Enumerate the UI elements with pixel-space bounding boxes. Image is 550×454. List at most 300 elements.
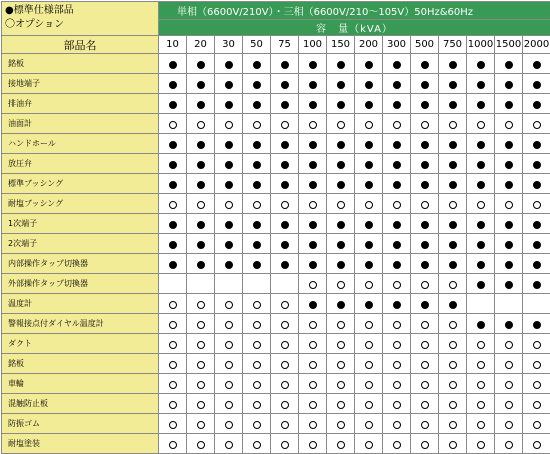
spec-cell [159,394,187,414]
spec-cell [299,134,327,154]
option-mark-icon [505,201,513,209]
spec-cell [271,394,299,414]
option-mark-icon [533,401,541,409]
option-mark-icon [281,441,289,449]
standard-mark-icon [533,101,541,109]
standard-mark-icon [505,161,513,169]
standard-mark-icon [169,261,177,269]
option-mark-icon [197,421,205,429]
part-name: ハンドホール [2,134,159,154]
option-mark-icon [505,401,513,409]
spec-cell [523,294,550,314]
standard-mark-icon [169,181,177,189]
spec-cell [299,374,327,394]
capacity-200: 200 [355,36,383,54]
spec-cell [439,434,467,454]
option-mark-icon [449,381,457,389]
option-mark-icon [337,441,345,449]
table-row [2,434,550,454]
standard-mark-icon [253,181,261,189]
standard-mark-icon [449,301,457,309]
option-mark-icon [533,361,541,369]
standard-mark-icon [533,61,541,69]
standard-mark-icon [477,321,485,329]
option-mark-icon [225,341,233,349]
option-mark-icon [393,201,401,209]
part-name: 温度計 [2,294,159,314]
spec-cell [355,294,383,314]
standard-mark-icon [365,261,373,269]
spec-cell [383,154,411,174]
option-mark-icon [309,401,317,409]
spec-cell [467,294,495,314]
capacity-100: 100 [299,36,327,54]
spec-cell [187,294,215,314]
spec-cell [439,274,467,294]
spec-cell [467,254,495,274]
standard-mark-icon [197,161,205,169]
option-mark-icon [365,281,373,289]
spec-cell [383,414,411,434]
standard-mark-icon [197,101,205,109]
spec-cell [383,294,411,314]
option-mark-icon [169,201,177,209]
spec-cell [271,374,299,394]
option-mark-icon [309,321,317,329]
option-mark-icon [393,381,401,389]
spec-cell [411,94,439,114]
standard-mark-icon [533,141,541,149]
spec-cell [467,154,495,174]
capacity-30: 30 [215,36,243,54]
option-mark-icon [309,421,317,429]
spec-cell [383,374,411,394]
spec-cell [495,394,523,414]
standard-mark-icon [477,61,485,69]
spec-cell [439,54,467,74]
standard-mark-icon [505,241,513,249]
option-mark-icon [393,341,401,349]
standard-mark-icon [477,281,485,289]
spec-cell [383,314,411,334]
option-mark-icon [309,281,317,289]
spec-cell [187,134,215,154]
option-mark-icon [169,421,177,429]
standard-mark-icon [533,281,541,289]
standard-mark-icon [477,161,485,169]
standard-mark-icon [197,61,205,69]
spec-cell [411,194,439,214]
spec-cell [523,394,550,414]
spec-cell [383,94,411,114]
standard-mark-icon [421,301,429,309]
spec-cell [299,334,327,354]
spec-cell [159,94,187,114]
part-name-header: 部品名 [2,36,159,54]
option-mark-icon [393,121,401,129]
standard-mark-icon [365,181,373,189]
spec-cell [523,134,550,154]
option-mark-icon [365,441,373,449]
spec-cell [215,354,243,374]
spec-cell [467,174,495,194]
spec-cell [215,274,243,294]
option-mark-icon [533,341,541,349]
spec-cell [159,194,187,214]
spec-cell [383,114,411,134]
capacity-header: 容 量（kVA） [159,20,550,36]
spec-cell [523,314,550,334]
spec-cell [355,394,383,414]
option-mark-icon [225,421,233,429]
option-mark-icon [337,281,345,289]
option-mark-icon [477,401,485,409]
spec-cell [411,54,439,74]
spec-cell [355,274,383,294]
option-mark-icon [533,441,541,449]
spec-cell [411,134,439,154]
standard-mark-icon [421,221,429,229]
spec-cell [355,434,383,454]
spec-cell [495,434,523,454]
option-mark-icon [281,201,289,209]
spec-cell [355,154,383,174]
option-mark-icon [449,421,457,429]
spec-cell [355,314,383,334]
spec-cell [355,354,383,374]
spec-cell [187,334,215,354]
spec-cell [243,334,271,354]
spec-cell [523,54,550,74]
spec-cell [439,194,467,214]
part-name: 排油弁 [2,94,159,114]
option-mark-icon [253,401,261,409]
option-mark-icon [197,401,205,409]
spec-cell [327,314,355,334]
spec-cell [215,414,243,434]
spec-cell [495,374,523,394]
spec-cell [523,214,550,234]
option-mark-icon [449,121,457,129]
spec-cell [215,394,243,414]
spec-cell [243,394,271,414]
standard-mark-icon [533,181,541,189]
spec-cell [159,54,187,74]
option-mark-icon [225,381,233,389]
spec-cell [327,274,355,294]
capacity-500: 500 [411,36,439,54]
spec-cell [243,274,271,294]
spec-cell [495,414,523,434]
standard-mark-icon [533,261,541,269]
option-mark-icon [337,121,345,129]
standard-mark-icon [337,101,345,109]
standard-mark-icon [421,161,429,169]
option-mark-icon [197,201,205,209]
option-mark-icon [533,121,541,129]
spec-cell [299,74,327,94]
option-mark-icon [421,121,429,129]
spec-cell [215,94,243,114]
spec-cell [355,214,383,234]
spec-cell [411,234,439,254]
spec-cell [271,134,299,154]
spec-cell [411,214,439,234]
standard-mark-icon [309,221,317,229]
spec-cell [187,74,215,94]
standard-mark-icon [505,61,513,69]
option-mark-icon [197,381,205,389]
standard-mark-icon [533,321,541,329]
standard-mark-icon [449,181,457,189]
option-mark-icon [337,381,345,389]
standard-mark-icon [225,261,233,269]
spec-cell [187,174,215,194]
option-mark-icon [281,401,289,409]
spec-cell [495,354,523,374]
spec-cell [495,274,523,294]
standard-mark-icon [197,241,205,249]
option-mark-icon [253,201,261,209]
spec-cell [187,374,215,394]
standard-mark-icon [253,81,261,89]
spec-cell [439,234,467,254]
spec-cell [299,194,327,214]
spec-cell [271,234,299,254]
option-mark-icon [477,361,485,369]
option-mark-icon [225,361,233,369]
standard-mark-icon [225,181,233,189]
option-mark-icon [421,381,429,389]
spec-cell [355,114,383,134]
option-mark-icon [337,341,345,349]
spec-cell [187,114,215,134]
table-row [2,334,550,354]
standard-mark-icon [505,101,513,109]
spec-cell [411,294,439,314]
spec-cell [299,214,327,234]
spec-cell [271,314,299,334]
standard-mark-icon [309,261,317,269]
spec-cell [187,314,215,334]
option-mark-icon [253,301,261,309]
standard-mark-icon [505,181,513,189]
spec-cell [187,194,215,214]
standard-mark-icon [337,221,345,229]
standard-mark-icon [309,141,317,149]
option-mark-icon [281,301,289,309]
spec-cell [215,154,243,174]
spec-cell [355,254,383,274]
spec-cell [439,334,467,354]
part-name: 耐塩ブッシング [2,194,159,214]
spec-cell [271,414,299,434]
option-mark-icon [197,361,205,369]
spec-cell [159,414,187,434]
spec-cell [411,114,439,134]
spec-cell [439,214,467,234]
spec-cell [523,174,550,194]
standard-mark-icon [225,101,233,109]
spec-cell [383,54,411,74]
standard-mark-icon [365,101,373,109]
standard-mark-icon [449,261,457,269]
spec-cell [243,414,271,434]
standard-mark-icon [365,221,373,229]
spec-cell [467,214,495,234]
spec-cell [467,74,495,94]
option-mark-icon [225,301,233,309]
spec-cell [187,434,215,454]
option-mark-icon [477,381,485,389]
spec-cell [159,334,187,354]
standard-mark-icon [337,181,345,189]
standard-mark-icon [449,141,457,149]
option-mark-icon [197,441,205,449]
spec-cell [355,94,383,114]
option-mark-icon [169,361,177,369]
option-mark-icon [505,361,513,369]
spec-cell [299,94,327,114]
standard-mark-icon [169,61,177,69]
option-mark-icon [533,201,541,209]
standard-mark-icon [421,81,429,89]
standard-mark-icon [309,301,317,309]
standard-mark-icon [197,261,205,269]
capacity-1000: 1000 [467,36,495,54]
spec-cell [243,194,271,214]
table-row [2,234,550,254]
spec-cell [495,214,523,234]
standard-mark-icon [393,301,401,309]
table-row [2,414,550,434]
part-name: 耐塩塗装 [2,434,159,454]
spec-cell [411,334,439,354]
spec-cell [299,234,327,254]
spec-cell [243,354,271,374]
spec-cell [355,374,383,394]
option-mark-icon [365,381,373,389]
spec-cell [411,414,439,434]
capacity-75: 75 [271,36,299,54]
spec-cell [383,354,411,374]
spec-cell [327,294,355,314]
spec-cell [495,54,523,74]
spec-cell [271,174,299,194]
spec-cell [327,74,355,94]
option-mark-icon [365,401,373,409]
standard-mark-icon [393,81,401,89]
spec-cell [439,294,467,314]
spec-cell [327,394,355,414]
spec-cell [383,194,411,214]
standard-mark-icon [421,141,429,149]
option-mark-icon [281,421,289,429]
standard-mark-icon [281,241,289,249]
table-row [2,194,550,214]
standard-mark-icon [505,281,513,289]
standard-mark-icon [393,181,401,189]
option-mark-icon [281,121,289,129]
spec-cell [215,254,243,274]
spec-cell [215,234,243,254]
option-mark-icon [505,381,513,389]
spec-cell [215,374,243,394]
spec-cell [495,174,523,194]
table-row [2,54,550,74]
table-row [2,374,550,394]
option-mark-icon [169,301,177,309]
standard-mark-icon [505,141,513,149]
spec-cell [243,254,271,274]
spec-cell [215,434,243,454]
standard-mark-icon [449,101,457,109]
standard-mark-icon [449,221,457,229]
spec-cell [215,214,243,234]
spec-cell [467,234,495,254]
spec-header: 単相（6600V/210V）・三相（6600V/210〜105V）50Hz&60Hz [159,2,550,20]
standard-mark-icon [225,61,233,69]
spec-cell [383,234,411,254]
option-mark-icon [477,421,485,429]
standard-mark-icon [253,101,261,109]
spec-cell [327,254,355,274]
legend-standard: ●標準仕様部品 [5,4,155,18]
standard-mark-icon [365,61,373,69]
option-mark-icon [505,341,513,349]
option-mark-icon [421,341,429,349]
spec-cell [299,354,327,374]
spec-cell [523,414,550,434]
standard-mark-icon [421,61,429,69]
spec-cell [383,254,411,274]
spec-cell [187,234,215,254]
spec-cell [187,274,215,294]
spec-cell [187,354,215,374]
spec-cell [383,74,411,94]
standard-mark-icon [365,161,373,169]
spec-cell [215,54,243,74]
part-name: 警報接点付ダイヤル温度計 [2,314,159,334]
standard-mark-icon [337,141,345,149]
spec-cell [327,94,355,114]
part-name: 油面計 [2,114,159,134]
spec-cell [523,374,550,394]
option-mark-icon [337,401,345,409]
table-row [2,294,550,314]
spec-cell [299,294,327,314]
option-mark-icon [393,401,401,409]
option-mark-icon [449,321,457,329]
spec-cell [411,374,439,394]
spec-cell [383,174,411,194]
capacity-20: 20 [187,36,215,54]
standard-mark-icon [225,161,233,169]
spec-cell [383,134,411,154]
spec-cell [383,334,411,354]
table-row [2,154,550,174]
spec-cell [439,154,467,174]
standard-mark-icon [337,301,345,309]
spec-cell [467,334,495,354]
standard-mark-icon [169,101,177,109]
option-mark-icon [169,341,177,349]
standard-mark-icon [365,241,373,249]
option-mark-icon [365,361,373,369]
option-mark-icon [309,341,317,349]
table-row [2,134,550,154]
spec-cell [159,354,187,374]
